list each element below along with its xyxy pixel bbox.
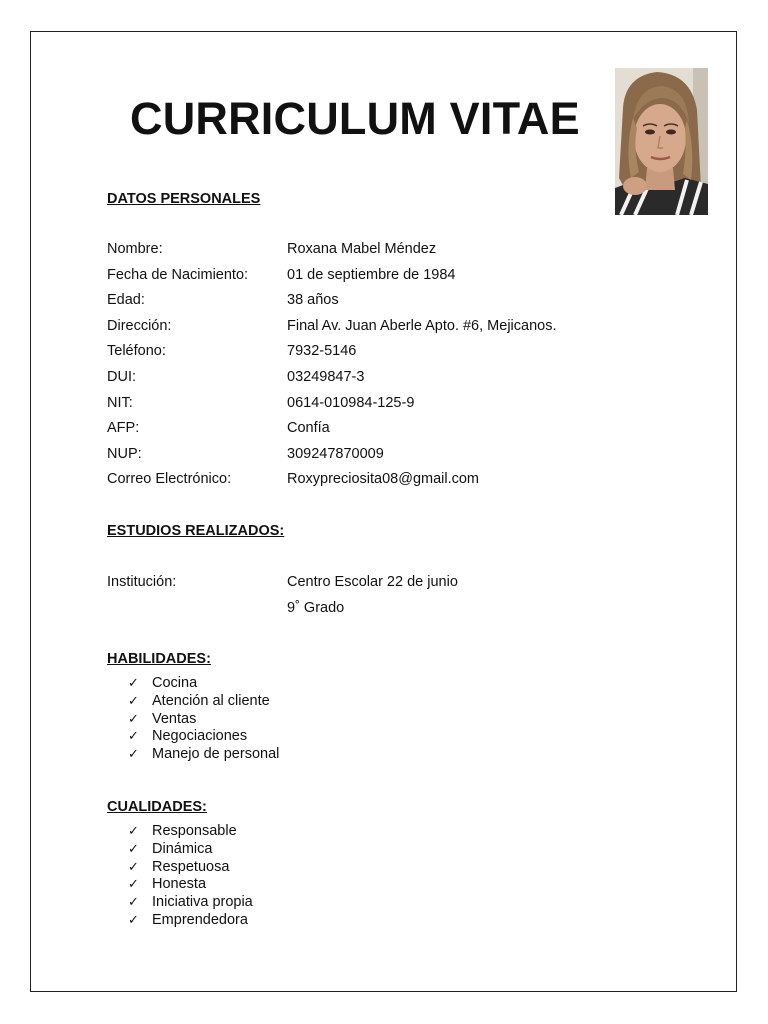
check-icon: ✓ (128, 895, 139, 911)
portrait-photo (615, 68, 708, 215)
grade-value: 9˚ Grado (287, 600, 345, 616)
field-label: Teléfono: (107, 343, 166, 360)
check-icon: ✓ (128, 912, 139, 928)
field-value: Roxypreciosita08@gmail.com (287, 471, 480, 488)
check-icon: ✓ (128, 841, 139, 857)
list-item-label: Dinámica (152, 840, 213, 857)
list-item-label: Negociaciones (152, 728, 248, 745)
list-item-label: Ventas (152, 710, 197, 727)
check-icon: ✓ (128, 729, 139, 745)
list-item (128, 894, 253, 912)
field-label: DUI: (107, 369, 136, 385)
check-icon: ✓ (128, 859, 139, 875)
check-icon: ✓ (128, 877, 139, 893)
personal-field-dui (107, 367, 707, 387)
check-icon: ✓ (128, 693, 139, 709)
field-value: 38 años (287, 292, 339, 309)
field-label: NIT: (107, 394, 133, 411)
qualities-list (128, 823, 253, 930)
field-label: Correo Electrónico: (107, 471, 232, 488)
skills-list (128, 675, 279, 764)
personal-field-email (107, 469, 707, 489)
list-item-label: Responsable (152, 823, 237, 839)
qualities-heading: CUALIDADES: (107, 799, 207, 815)
document-title: CURRICULUM VITAE (130, 93, 580, 144)
check-icon: ✓ (128, 824, 139, 839)
personal-field-nup (107, 444, 707, 464)
studies-institution-row (107, 572, 707, 592)
studies-grade-row (107, 598, 707, 618)
list-item-label: Emprendedora (152, 911, 248, 928)
list-item-label: Cocina (152, 675, 198, 691)
list-item (128, 711, 279, 729)
field-value: 309247870009 (287, 445, 384, 462)
list-item-label: Manejo de personal (152, 746, 280, 763)
field-label: Institución: (107, 574, 177, 590)
field-label: NUP: (107, 445, 142, 462)
list-item-label: Respetuosa (152, 858, 230, 875)
field-value: 03249847-3 (287, 369, 365, 385)
field-value: 0614-010984-125-9 (287, 394, 415, 411)
list-item-label: Honesta (152, 876, 207, 893)
personal-field-afp (107, 418, 707, 438)
field-label: Dirección: (107, 317, 172, 334)
skills-heading: HABILIDADES: (107, 651, 211, 667)
list-item (128, 728, 279, 746)
field-label: Fecha de Nacimiento: (107, 266, 249, 283)
personal-field-phone (107, 341, 707, 361)
check-icon: ✓ (128, 711, 139, 727)
list-item (128, 746, 279, 764)
field-value: 01 de septiembre de 1984 (287, 266, 456, 283)
list-item-label: Atención al cliente (152, 692, 270, 709)
list-item (128, 859, 253, 877)
institution-value: Centro Escolar 22 de junio (287, 574, 458, 590)
field-label: Nombre: (107, 241, 163, 257)
check-icon: ✓ (128, 747, 139, 763)
personal-field-birthdate (107, 265, 707, 285)
studies-heading: ESTUDIOS REALIZADOS: (107, 523, 285, 539)
list-item (128, 876, 253, 894)
list-item (128, 675, 279, 693)
field-value: 7932-5146 (287, 343, 357, 360)
personal-data-heading: DATOS PERSONALES (107, 191, 261, 207)
list-item-label: Iniciativa propia (152, 894, 253, 911)
personal-field-name (107, 239, 707, 259)
list-item (128, 841, 253, 859)
personal-field-age (107, 290, 707, 310)
field-label: AFP: (107, 420, 140, 437)
list-item (128, 912, 253, 930)
list-item (128, 823, 253, 841)
personal-field-nit (107, 393, 707, 413)
check-icon: ✓ (128, 676, 139, 691)
personal-field-address (107, 316, 707, 336)
portrait-photo-icon (615, 68, 708, 215)
field-value: Final Av. Juan Aberle Apto. #6, Mejicanos. (287, 317, 557, 334)
field-value: Confía (287, 420, 330, 437)
field-value: Roxana Mabel Méndez (287, 241, 437, 257)
list-item (128, 693, 279, 711)
field-label: Edad: (107, 292, 145, 309)
